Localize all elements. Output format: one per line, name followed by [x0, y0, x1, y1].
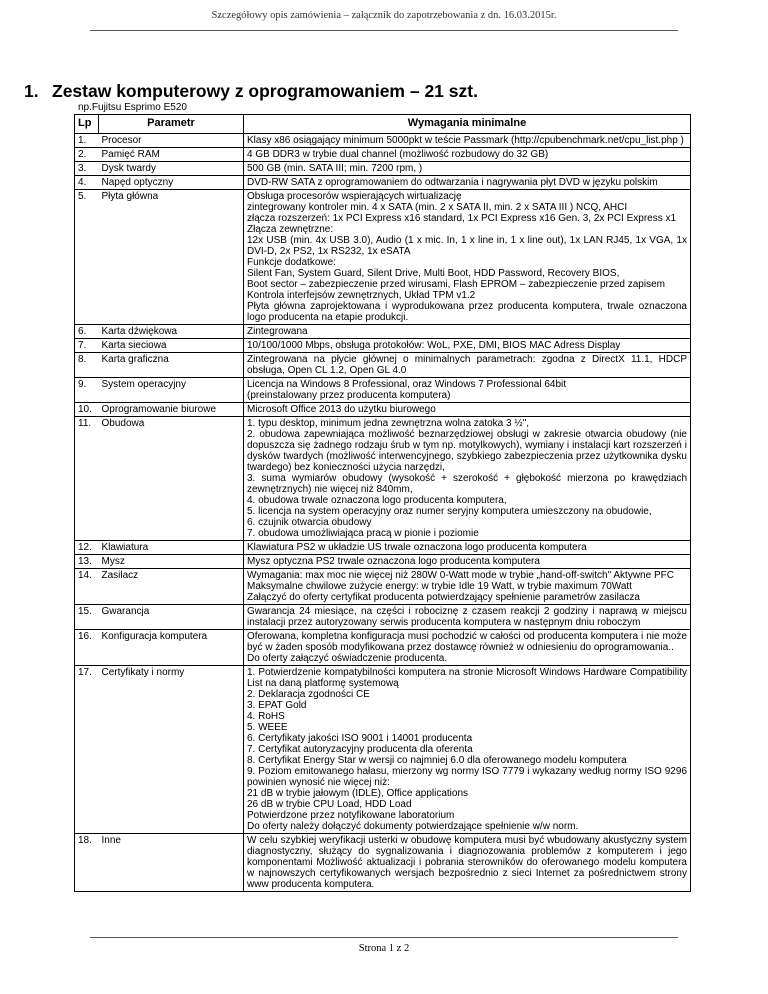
- table-row: [75, 190, 691, 325]
- requirement-line: 2. obudowa zapewniająca możliwość beznarzędziowej obsługi w zakresie otwarcia obudowy (nie dopuszcza się żadnego rodzaju śrub w tym np. motylkowych), wymiany i instalacji kart rozszerzeń i dysków twardych (możliwość interwencyjnego, szybkiego zabezpieczenia przez użytkownika dysku twardego) bez konieczności użycia narzędzi,: [247, 429, 687, 473]
- requirement-line: Licencja na Windows 8 Professional, oraz Windows 7 Professional 64bit: [247, 379, 567, 390]
- requirement-line: Boot sector – zabezpieczenie przed wirusami, Flash EPROM – zabezpieczenie przed zapisem: [247, 279, 665, 290]
- requirement-line: W celu szybkiej weryfikacji usterki w obudowę komputera musi być wbudowany akustyczny system diagnostyczny, służący do sygnalizowania i diagnozowania problemów z komputerem i jego komponentami Możliwość aktualizacji i pobrania sterowników do oferowanego modelu komputera w najnowszych certyfikowanych wersjach bezpośrednio z sieci Internet za pośrednictwem strony www producenta komputera.: [247, 835, 687, 890]
- row-number: 6.: [75, 325, 99, 339]
- row-number: 8.: [75, 353, 99, 378]
- requirement-line: 12x USB (min. 4x USB 3.0), Audio (1 x mic. In, 1 x line in, 1 x line out), 1x LAN RJ45, 1x VGA, 1x DVI-D, 2x PS2, 1x RS232, 1x eSATA: [247, 235, 687, 257]
- table-row: [75, 148, 691, 162]
- section-title: [24, 81, 478, 102]
- table-row: [75, 666, 691, 834]
- row-number: 14.: [75, 569, 99, 605]
- row-requirements: [244, 353, 691, 378]
- row-requirements: [244, 630, 691, 666]
- requirement-line: 4. RoHS: [247, 711, 285, 722]
- row-requirements: [244, 339, 691, 353]
- table-body: [75, 134, 691, 892]
- row-parameter: Certyfikaty i normy: [99, 666, 244, 834]
- header-parametr: Parametr: [99, 115, 244, 134]
- row-parameter: Klawiatura: [99, 541, 244, 555]
- requirement-line: 5. WEEE: [247, 722, 288, 733]
- requirement-line: 26 dB w trybie CPU Load, HDD Load: [247, 799, 412, 810]
- page-header: Szczegółowy opis zamówienia – załącznik do zapotrzebowania z dn. 16.03.2015r.: [211, 10, 557, 21]
- table-row: [75, 569, 691, 605]
- section-number: 1.: [24, 81, 39, 101]
- table-row: [75, 162, 691, 176]
- requirement-line: (preinstalowany przez producenta komputera): [247, 390, 451, 401]
- row-parameter: Mysz: [99, 555, 244, 569]
- table-row: [75, 834, 691, 892]
- requirement-line: Oferowana, kompletna konfiguracja musi pochodzić w całości od producenta komputera i nie może być w żaden sposób modyfikowana przez dostawcę również w odniesieniu do oprogramowania..: [247, 631, 687, 653]
- row-parameter: Zasilacz: [99, 569, 244, 605]
- table-row: [75, 417, 691, 541]
- requirement-line: Do oferty załączyć oświadczenie producenta.: [247, 653, 448, 664]
- requirement-line: 7. Certyfikat autoryzacyjny producenta dla oferenta: [247, 744, 473, 755]
- row-parameter: Płyta główna: [99, 190, 244, 325]
- requirement-line: 6. czujnik otwarcia obudowy: [247, 517, 372, 528]
- requirement-line: Obsługa procesorów wspierających wirtualizację: [247, 191, 462, 202]
- requirement-line: 9. Poziom emitowanego hałasu, mierzony wg normy ISO 7779 i wykazany według normy ISO 9296 powinien wynosić nie więcej niż:: [247, 766, 687, 788]
- table-row: [75, 325, 691, 339]
- row-requirements: [244, 555, 691, 569]
- row-requirements: [244, 666, 691, 834]
- row-number: 10.: [75, 403, 99, 417]
- table-row: [75, 630, 691, 666]
- row-number: 4.: [75, 176, 99, 190]
- requirement-line: 8. Certyfikat Energy Star w wersji co najmniej 6.0 dla oferowanego modelu komputera: [247, 755, 627, 766]
- footer-divider: [90, 937, 678, 938]
- requirement-line: Zintegrowana: [247, 326, 308, 337]
- table-row: [75, 541, 691, 555]
- table-row: [75, 176, 691, 190]
- requirements-table: [74, 114, 691, 892]
- row-requirements: [244, 176, 691, 190]
- requirement-line: Załączyć do oferty certyfikat producenta potwierdzający spełnienie parametrów zasilacza: [247, 592, 640, 603]
- requirement-line: Zintegrowana na płycie głównej o minimalnych parametrach: zgodna z DirectX 11.1, HDCP obsługa, Open CL 1.2, Open GL 4.0: [247, 354, 687, 376]
- requirement-line: 3. EPAT Gold: [247, 700, 307, 711]
- requirement-line: Kontrola interfejsów zewnętrznych, Układ TPM v1.2: [247, 290, 476, 301]
- requirement-line: DVD-RW SATA z oprogramowaniem do odtwarzania i nagrywania płyt DVD w języku polskim: [247, 177, 658, 188]
- requirement-line: Klawiatura PS2 w układzie US trwale oznaczona logo producenta komputera: [247, 542, 587, 553]
- row-parameter: Gwarancja: [99, 605, 244, 630]
- row-requirements: [244, 834, 691, 892]
- requirement-line: Złącza zewnętrzne:: [247, 224, 334, 235]
- table-row: [75, 134, 691, 148]
- table-row: [75, 555, 691, 569]
- requirement-line: Wymagania: max moc nie więcej niż 280W 0-Watt mode w trybie „hand-off-switch" Aktywne PFC: [247, 570, 674, 581]
- row-requirements: [244, 148, 691, 162]
- row-number: 15.: [75, 605, 99, 630]
- row-parameter: Karta sieciowa: [99, 339, 244, 353]
- row-number: 12.: [75, 541, 99, 555]
- requirement-line: Microsoft Office 2013 do użytku biurowego: [247, 404, 436, 415]
- row-requirements: [244, 569, 691, 605]
- model-subtitle: np.Fujitsu Esprimo E520: [78, 102, 187, 113]
- requirement-line: 10/100/1000 Mbps, obsługa protokołów: WoL, PXE, DMI, BIOS MAC Adress Display: [247, 340, 621, 351]
- table-header-row: [75, 115, 691, 134]
- table-row: [75, 605, 691, 630]
- requirement-line: Do oferty należy dołączyć dokumenty potwierdzające spełnienie w/w norm.: [247, 821, 579, 832]
- row-parameter: Dysk twardy: [99, 162, 244, 176]
- page-footer: Strona 1 z 2: [358, 943, 410, 954]
- requirement-line: 4 GB DDR3 w trybie dual channel (możliwość rozbudowy do 32 GB): [247, 149, 549, 160]
- requirement-line: 21 dB w trybie jałowym (IDLE), Office applications: [247, 788, 469, 799]
- row-number: 16.: [75, 630, 99, 666]
- row-number: 2.: [75, 148, 99, 162]
- row-requirements: [244, 541, 691, 555]
- requirement-line: Potwierdzone przez notyfikowane laboratorium: [247, 810, 455, 821]
- table-row: [75, 403, 691, 417]
- requirement-line: 5. licencja na system operacyjny oraz numer seryjny komputera umieszczony na obudowie,: [247, 506, 652, 517]
- requirement-line: 4. obudowa trwale oznaczona logo producenta komputera,: [247, 495, 507, 506]
- row-number: 11.: [75, 417, 99, 541]
- requirement-line: Płyta główna zaprojektowana i wyprodukowana przez producenta komputera, trwale oznaczona logo producenta na etapie produkcji.: [247, 301, 687, 323]
- requirement-line: 6. Certyfikaty jakości ISO 9001 i 14001 producenta: [247, 733, 473, 744]
- row-number: 9.: [75, 378, 99, 403]
- requirement-line: Maksymalne chwilowe zużycie energy: w trybie Idle 19 Watt, w trybie maximum 70Watt: [247, 581, 632, 592]
- requirement-line: zintegrowany kontroler min. 4 x SATA (min. 2 x SATA II, min. 2 x SATA III ) NCQ, AHCI: [247, 202, 628, 213]
- header-lp: Lp: [75, 115, 99, 134]
- row-requirements: [244, 403, 691, 417]
- row-parameter: Napęd optyczny: [99, 176, 244, 190]
- row-requirements: [244, 190, 691, 325]
- requirement-line: Klasy x86 osiągający minimum 5000pkt w teście Passmark (http://cpubenchmark.net/cpu_list.php ): [247, 135, 684, 146]
- row-number: 1.: [75, 134, 99, 148]
- row-number: 5.: [75, 190, 99, 325]
- row-parameter: Konfiguracja komputera: [99, 630, 244, 666]
- row-requirements: [244, 378, 691, 403]
- row-parameter: System operacyjny: [99, 378, 244, 403]
- row-number: 17.: [75, 666, 99, 834]
- row-requirements: [244, 605, 691, 630]
- requirement-line: Funkcje dodatkowe:: [247, 257, 336, 268]
- requirement-line: 500 GB (min. SATA III; min. 7200 rpm, ): [247, 163, 423, 174]
- row-number: 7.: [75, 339, 99, 353]
- row-requirements: [244, 325, 691, 339]
- row-parameter: Procesor: [99, 134, 244, 148]
- table-row: [75, 339, 691, 353]
- table-row: [75, 378, 691, 403]
- row-number: 13.: [75, 555, 99, 569]
- requirement-line: 2. Deklaracja zgodności CE: [247, 689, 370, 700]
- row-requirements: [244, 162, 691, 176]
- row-parameter: Pamięć RAM: [99, 148, 244, 162]
- requirement-line: 1. Potwierdzenie kompatybilności komputera na stronie Microsoft Windows Hardware Compatibility List na daną platformę systemową: [247, 667, 687, 689]
- requirement-line: Mysz optyczna PS2 trwale oznaczona logo producenta komputera: [247, 556, 540, 567]
- requirement-line: Gwarancja 24 miesiące, na części i robociznę z czasem reakcji 2 godziny i naprawą w miejscu instalacji przez autoryzowany serwis producenta komputera w następnym dniu roboczym: [247, 606, 687, 628]
- row-parameter: Karta dźwiękowa: [99, 325, 244, 339]
- requirement-line: 1. typu desktop, minimum jedna zewnętrzna wolna zatoka 3 ½",: [247, 418, 530, 429]
- row-requirements: [244, 417, 691, 541]
- row-parameter: Inne: [99, 834, 244, 892]
- header-wymagania: Wymagania minimalne: [244, 115, 691, 134]
- section-title-text: Zestaw komputerowy z oprogramowaniem – 21 szt.: [52, 81, 478, 101]
- row-number: 3.: [75, 162, 99, 176]
- row-parameter: Oprogramowanie biurowe: [99, 403, 244, 417]
- header-divider: [90, 30, 678, 31]
- row-parameter: Obudowa: [99, 417, 244, 541]
- row-requirements: [244, 134, 691, 148]
- requirement-line: 3. suma wymiarów obudowy (wysokość + szerokość + głębokość mierzona po krawędziach zewnętrznych) nie więcej niż 840mm,: [247, 473, 687, 495]
- requirement-line: Silent Fan, System Guard, Silent Drive, Multi Boot, HDD Password, Recovery BIOS,: [247, 268, 620, 279]
- row-number: 18.: [75, 834, 99, 892]
- requirement-line: złącza rozszerzeń: 1x PCI Express x16 standard, 1x PCI Express x16 Gen. 3, 2x PCI Express x1: [247, 213, 677, 224]
- table-row: [75, 353, 691, 378]
- row-parameter: Karta graficzna: [99, 353, 244, 378]
- requirement-line: 7. obudowa umożliwiająca pracą w pionie i poziomie: [247, 528, 479, 539]
